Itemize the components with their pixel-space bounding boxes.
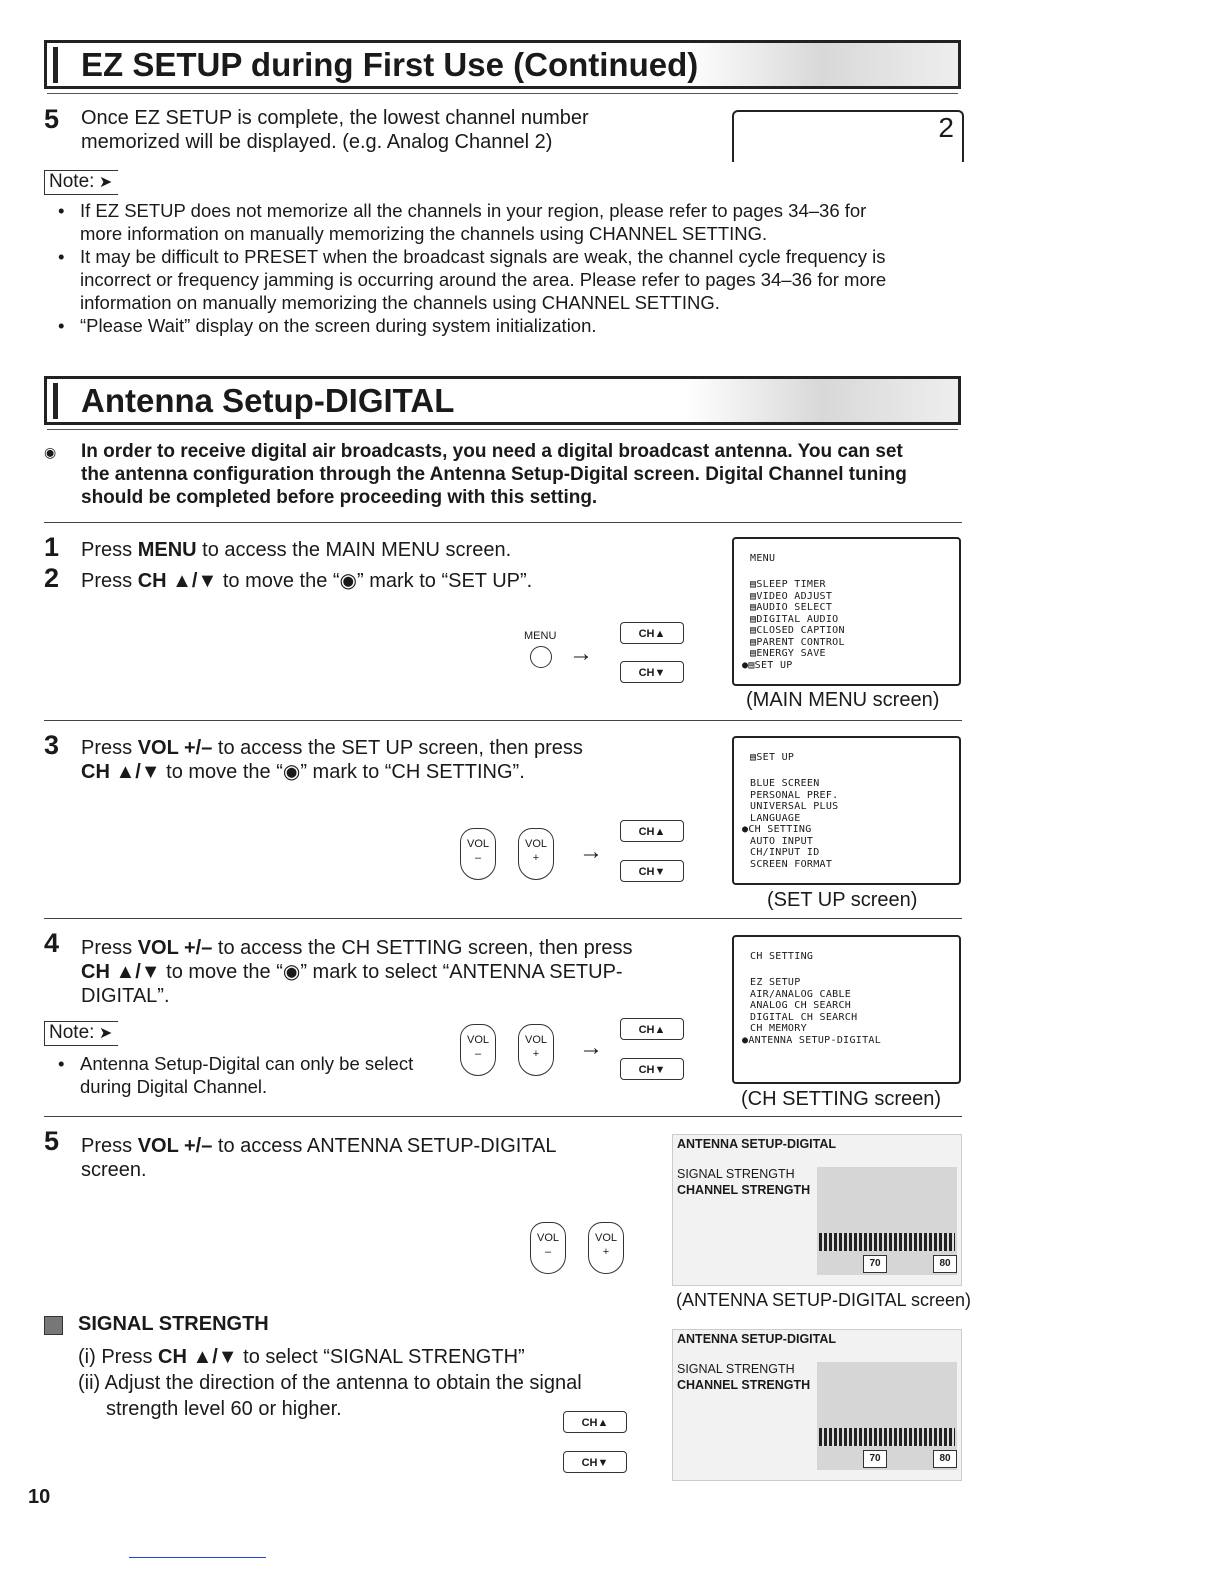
note-item: • “Please Wait” display on the screen during system initialization. [44,314,984,337]
divider [44,918,962,919]
menu-item: ▤AUDIO SELECT [750,602,833,613]
section-title: EZ SETUP during First Use (Continued) [81,46,699,83]
vol-plus-button[interactable]: VOL + [518,1024,554,1076]
page-number: 10 [28,1486,51,1508]
ch-up-button[interactable]: CH▲ [620,820,684,842]
menu-button-label: MENU [524,630,557,642]
step-text: Press CH ▲/▼ to move the “◉” mark to “SET UP”. [81,570,533,592]
menu-item: ▤DIGITAL AUDIO [750,613,839,625]
channel-strength-label: CHANNEL STRENGTH [677,1378,811,1392]
current-value: 70 [863,1255,887,1273]
signal-meter [819,1233,955,1251]
step-text: Once EZ SETUP is complete, the lowest channel number [81,107,589,129]
screen-title: ▤SET UP [750,752,795,763]
main-menu-screen [732,537,961,686]
menu-item: PERSONAL PREF. [750,789,839,801]
current-value: 70 [863,1450,887,1468]
note-arrow-icon: ➤ [94,1025,113,1042]
ch-up-button[interactable]: CH▲ [563,1411,627,1433]
notes-list [44,199,984,337]
ch-setting-screen [732,935,961,1084]
menu-item: ▤SLEEP TIMER [750,579,826,590]
divider [44,522,962,523]
banner-bar [53,47,58,83]
step-text: memorized will be displayed. (e.g. Analog Channel 2) [81,131,553,153]
step-text: Press MENU to access the MAIN MENU screen. [81,539,512,561]
ch-down-button[interactable]: CH▼ [620,661,684,683]
menu-item: BLUE SCREEN [750,778,820,789]
vol-plus-button[interactable]: VOL + [518,828,554,880]
channel-display [732,110,964,162]
channel-number: 2 [938,112,954,143]
note-label: Note: ➤ [44,1021,118,1046]
bullet-icon: ◉ [44,444,57,460]
menu-item-selected: ●▤SET UP [742,659,793,671]
menu-item: ▤VIDEO ADJUST [750,590,833,602]
screen-title: ANTENNA SETUP-DIGITAL [677,1137,837,1151]
arrow-icon: → [579,838,603,865]
menu-button[interactable] [530,646,552,668]
note-item-cont: information on manually memorizing the channels using CHANNEL SETTING. [80,292,720,313]
menu-item: CH MEMORY [750,1023,807,1034]
note-arrow-icon: ➤ [94,174,113,191]
section-title: Antenna Setup-DIGITAL [81,382,455,419]
menu-item: LANGUAGE [750,812,801,824]
banner-underline [47,93,958,94]
screen-caption: (CH SETTING screen) [741,1088,942,1110]
menu-item: ▤CLOSED CAPTION [750,625,845,636]
section-banner-ez-setup [44,40,961,89]
note-label: Note: ➤ [44,170,118,195]
max-value: 80 [933,1450,957,1468]
intro-text: In order to receive digital air broadcasts, you need a digital broadcast antenna. You can set the antenna configuration through the Antenna Setup-Digital screen. Digital Channel tuning should be completed before proceeding with this setting. [81,441,907,508]
note-item-cont: incorrect or frequency jamming is occurring around the area. Please refer to pages 34–36 for more [80,269,887,290]
antenna-setup-screen [672,1329,962,1481]
step-number: 1 [44,532,60,562]
section-banner-antenna [44,376,961,425]
menu-item: ANALOG CH SEARCH [750,1000,852,1011]
note-item: • If EZ SETUP does not memorize all the channels in your region, please refer to pages 34–36 for [44,199,984,222]
divider [44,720,962,721]
step-text: Press VOL +/– to access the SET UP screen, then press CH ▲/▼ to move the “◉” mark to “CH SETTING”. [81,737,583,783]
note-item: • It may be difficult to PRESET when the broadcast signals are weak, the channel cycle frequency is [44,245,984,268]
banner-bar [53,383,58,419]
signal-strength-label: SIGNAL STRENGTH [677,1362,795,1376]
divider [44,1116,962,1117]
square-bullet-icon [44,1316,63,1335]
step-number: 5 [44,104,60,134]
menu-item: EZ SETUP [750,977,801,988]
step-number: 2 [44,563,60,593]
footer-line [129,1557,266,1558]
channel-strength-label: CHANNEL STRENGTH [677,1183,811,1197]
ch-up-button[interactable]: CH▲ [620,622,684,644]
menu-item-selected: ●ANTENNA SETUP-DIGITAL [742,1034,882,1046]
step-text: Press VOL +/– to access ANTENNA SETUP-DIGITAL screen. [81,1135,557,1181]
menu-item: ▤PARENT CONTROL [750,636,845,648]
menu-item: CH/INPUT ID [750,847,820,858]
ch-down-button[interactable]: CH▼ [563,1451,627,1473]
notes-list [44,1052,464,1098]
menu-item: AUTO INPUT [750,835,814,847]
menu-item-selected: ●CH SETTING [742,824,812,835]
ch-down-button[interactable]: CH▼ [620,1058,684,1080]
signal-meter [819,1428,955,1446]
step-number: 4 [44,928,60,958]
arrow-icon: → [579,1034,603,1061]
ch-up-button[interactable]: CH▲ [620,1018,684,1040]
menu-item: DIGITAL CH SEARCH [750,1011,858,1023]
note-item: • Antenna Setup-Digital can only be select [44,1052,464,1075]
note-item-cont: during Digital Channel. [80,1076,268,1097]
max-value: 80 [933,1255,957,1273]
step-text: Press VOL +/– to access the CH SETTING screen, then press CH ▲/▼ to move the “◉” mark to select “ANTENNA SETUP- DIGITAL”. [81,937,633,1007]
menu-list [742,778,839,870]
signal-strength-label: SIGNAL STRENGTH [677,1167,795,1181]
banner-underline [47,429,958,430]
vol-minus-button[interactable]: VOL – [530,1222,566,1274]
antenna-setup-screen [672,1134,962,1286]
vol-plus-button[interactable]: VOL + [588,1222,624,1274]
screen-caption: (SET UP screen) [767,889,918,911]
menu-item: SCREEN FORMAT [750,858,833,870]
menu-item: ▤ENERGY SAVE [750,648,826,659]
screen-title: MENU [750,553,776,564]
screen-title: ANTENNA SETUP-DIGITAL [677,1332,837,1346]
arrow-icon: → [569,640,593,667]
step-number: 3 [44,730,60,760]
menu-item: UNIVERSAL PLUS [750,801,839,812]
step-number: 5 [44,1126,60,1156]
screen-title: CH SETTING [750,951,814,962]
menu-list [742,977,882,1046]
menu-list [742,579,845,671]
signal-text: (i) Press CH ▲/▼ to select “SIGNAL STRENGTH” (ii) Adjust the direction of the antenna to obtain the signal strength level 60 or higher. [78,1346,582,1420]
ch-down-button[interactable]: CH▼ [620,860,684,882]
vol-minus-button[interactable]: VOL – [460,828,496,880]
vol-minus-button[interactable]: VOL – [460,1024,496,1076]
signal-title: SIGNAL STRENGTH [78,1313,269,1335]
menu-item: AIR/ANALOG CABLE [750,988,852,1000]
screen-caption: (MAIN MENU screen) [746,689,940,711]
screen-caption: (ANTENNA SETUP-DIGITAL screen) [676,1290,972,1310]
note-item-cont: more information on manually memorizing the channels using CHANNEL SETTING. [80,223,768,244]
setup-menu-screen [732,736,961,885]
